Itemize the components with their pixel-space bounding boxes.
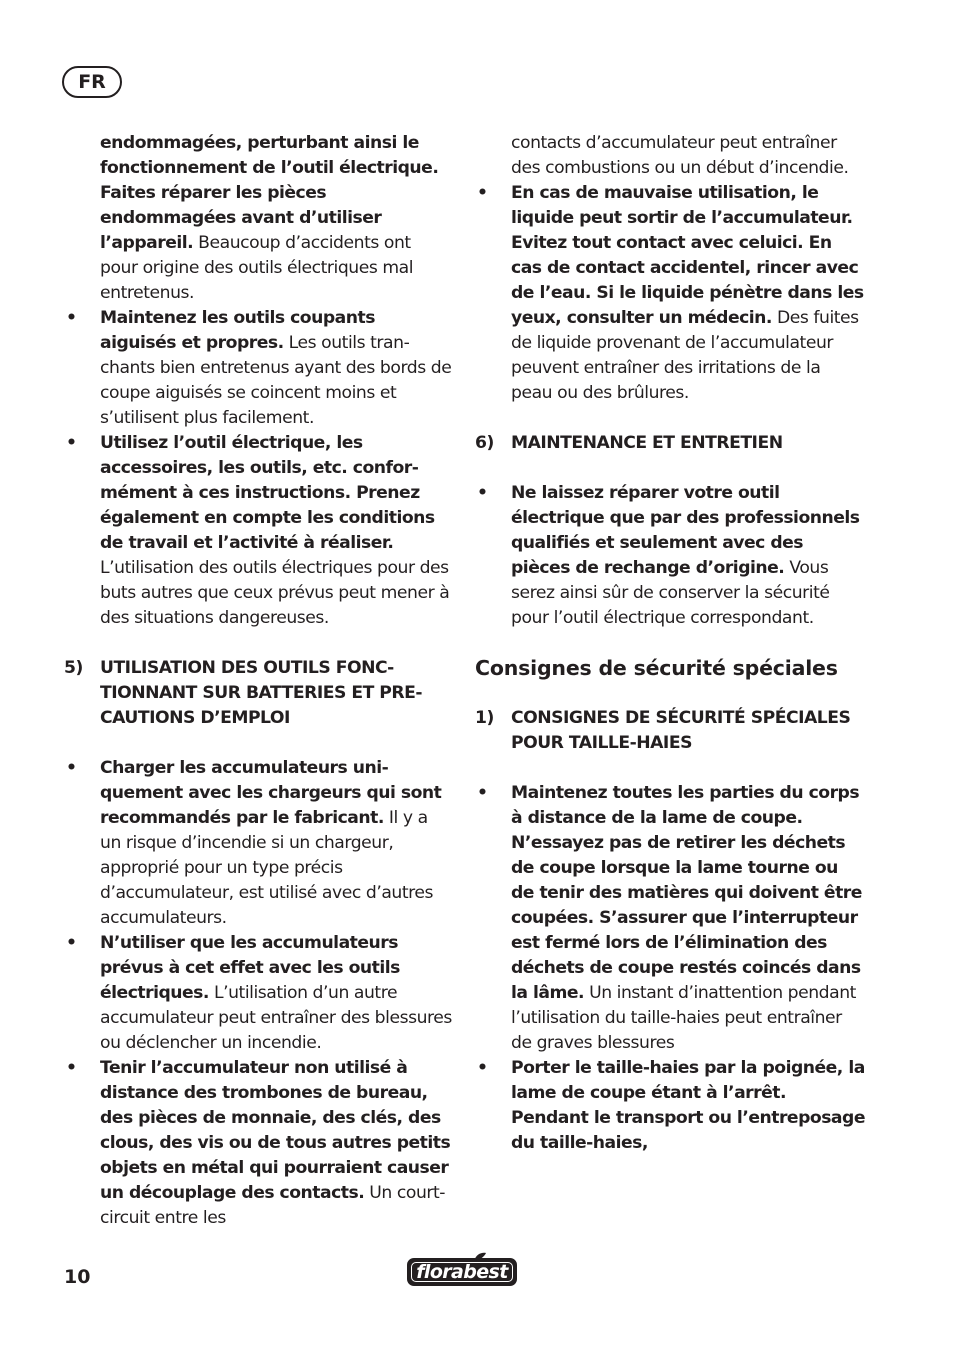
subsection-title: Consignes de sécurité spéciales xyxy=(475,656,838,680)
section-heading xyxy=(475,431,865,456)
bullet-item xyxy=(475,781,865,1056)
bold-text: Maintenez toutes les parties du corps à distance de la lame de coupe. N’essayez pas de retirer les déchets de coupe lorsque la lame tourne ou de tenir des matières qui doivent être coupées. S’assurer que l’interrupteur est fermé lors de l’élimination des déchets de coupe restés coincés dans la lâme. xyxy=(511,783,862,1003)
bullet-item xyxy=(475,481,865,631)
language-badge xyxy=(62,66,122,98)
body-text: L’utilisation d’un autre accumulateur peut entraîner des blessures ou déclencher un incendie. xyxy=(100,983,452,1053)
bold-text: Utilisez l’outil électrique, les accessoires, les outils, etc. conformément à ces instructions. Prenez également en compte les conditions de travail et l’activité à réaliser. xyxy=(100,433,435,553)
bold-text: Porter le taille-haies par la poignée, la lame de coupe étant à l’arrêt. Pendant le transport ou l’entreposage du taille-haies, xyxy=(511,1058,865,1153)
section-number: 5) xyxy=(64,658,83,678)
bullet-marker: • xyxy=(66,1058,77,1078)
body-text: Un court-circuit entre les xyxy=(100,1183,446,1228)
body-text: Vous serez ainsi sûr de conserver la sécurité pour l’outil électrique correspondant. xyxy=(511,558,830,628)
bullet-marker: • xyxy=(66,758,77,778)
section-heading xyxy=(64,656,452,731)
bullet-item xyxy=(475,1056,865,1156)
section-title: MAINTENANCE ET ENTRETIEN xyxy=(511,433,783,453)
body-text: Les outils tranchants bien entretenus ayant des bords de coupe aiguisés se coincent moins et s’utilisent plus facilement. xyxy=(100,333,452,428)
body-text: Un instant d’inattention pendant l’utilisation du taille-haies peut entraîner de graves blessures xyxy=(511,983,856,1053)
bold-text: Maintenez les outils coupants aiguisés et propres. xyxy=(100,308,375,353)
language-label: FR xyxy=(78,71,106,93)
bullet-marker: • xyxy=(66,933,77,953)
body-text: Beaucoup d’accidents ont pour origine des outils électriques mal entretenus. xyxy=(100,233,414,303)
florabest-logo xyxy=(405,1252,519,1290)
page-number: 10 xyxy=(64,1266,91,1288)
bold-text: Tenir l’accumulateur non utilisé à distance des trombones de bureau, des pièces de monnaie, des clés, des clous, des vis ou de tous autres petits objets en métal qui pourraient causer un découplage des contacts. xyxy=(100,1058,451,1203)
bold-text: Charger les accumulateurs uniquement avec les chargeurs qui sont recommandés par le fabricant. xyxy=(100,758,442,828)
logo-wordmark: florabest xyxy=(416,1261,508,1283)
body-text: Il y a un risque d’incendie si un chargeur, approprié pour un type précis d’accumulateur, est utilisé avec d’autres accumulateurs. xyxy=(100,808,434,928)
bullet-marker: • xyxy=(66,433,77,453)
bullet-item xyxy=(64,1056,452,1231)
bold-text: Ne laissez réparer votre outil électrique que par des professionnels qualifiés et seulement avec des pièces de rechange d’origine. xyxy=(511,483,860,578)
body-text: L’utilisation des outils électriques pour des buts autres que ceux prévus peut mener à des situations dangereuses. xyxy=(100,558,450,628)
right-column xyxy=(475,131,865,1156)
bullet-item xyxy=(64,431,452,631)
bullet-marker: • xyxy=(66,308,77,328)
left-column xyxy=(64,131,452,1231)
section-number: 6) xyxy=(475,433,494,453)
section-number: 1) xyxy=(475,708,494,728)
bullet-item xyxy=(64,306,452,431)
bullet-marker: • xyxy=(477,483,488,503)
bold-text: En cas de mauvaise utilisation, le liquide peut sortir de l’accumulateur. Evitez tout contact avec celuici. En cas de contact accidentel, rincer avec de l’eau. Si le liquide pénètre dans les yeux, consulter un médecin. xyxy=(511,183,864,328)
bullet-item xyxy=(64,756,452,931)
section-heading xyxy=(475,706,865,756)
paragraph-continued: contacts d’accumulateur peut entraîner des combustions ou un début d’incendie. xyxy=(511,133,849,178)
bullet-item xyxy=(64,931,452,1056)
section-title: UTILISATION DES OUTILS FONCTIONNANT SUR BATTERIES ET PRECAUTIONS D’EMPLOI xyxy=(100,658,423,728)
paragraph-continued xyxy=(64,131,452,306)
section-title: CONSIGNES DE SÉCURITÉ SPÉCIALES POUR TAILLE-HAIES xyxy=(511,708,851,753)
body-text: Des fuites de liquide provenant de l’accumulateur peuvent entraîner des irritations de la peau ou des brûlures. xyxy=(511,308,859,403)
bullet-marker: • xyxy=(477,1058,488,1078)
bullet-marker: • xyxy=(477,183,488,203)
bold-text: endommagées, perturbant ainsi le fonctionnement de l’outil électrique. Faites réparer les pièces endommagées avant d’utiliser l’appareil. xyxy=(100,133,439,253)
bullet-item xyxy=(475,181,865,406)
bold-text: N’utiliser que les accumulateurs prévus à cet effet avec les outils électriques. xyxy=(100,933,400,1003)
bullet-marker: • xyxy=(477,783,488,803)
